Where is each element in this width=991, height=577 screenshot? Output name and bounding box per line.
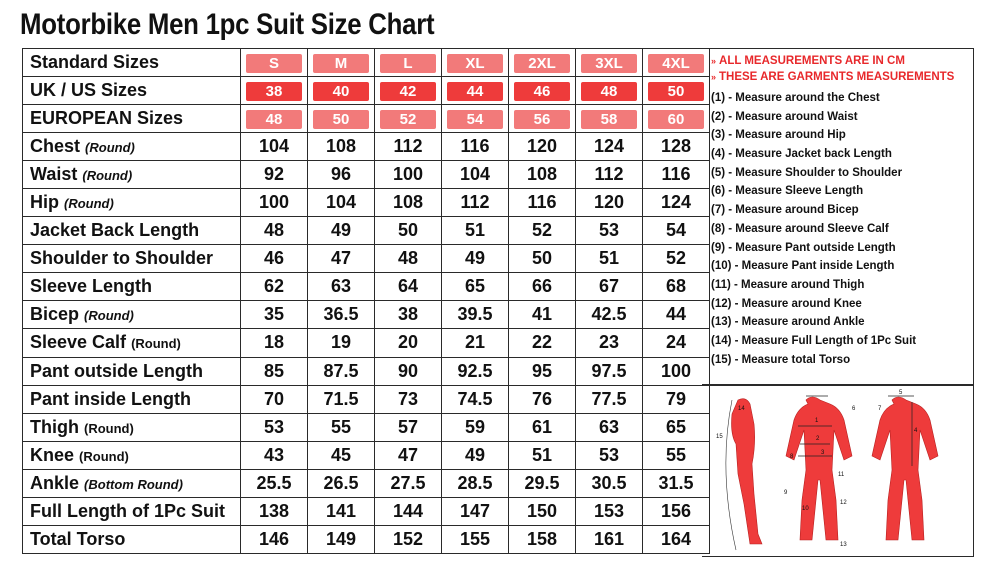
measurement-cell: 42.5 xyxy=(576,301,643,329)
instruction-item: (3) - Measure around Hip xyxy=(711,129,846,142)
size-badge: 54 xyxy=(447,110,503,129)
row-label xyxy=(23,357,241,385)
size-badge: 52 xyxy=(380,110,436,129)
figure-marker: 10 xyxy=(802,506,809,512)
size-badge: 3XL xyxy=(581,54,637,73)
size-cell xyxy=(643,77,710,105)
measurement-cell: 21 xyxy=(442,329,509,357)
row-label xyxy=(23,105,241,133)
measurement-cell: 149 xyxy=(308,525,375,553)
row-label xyxy=(23,441,241,469)
suit-measurement-diagram xyxy=(702,385,974,557)
size-badge: M xyxy=(313,54,369,73)
measurement-cell: 47 xyxy=(308,245,375,273)
measurement-row xyxy=(23,385,710,413)
measurement-cell: 70 xyxy=(241,385,308,413)
measurement-cell: 108 xyxy=(509,161,576,189)
row-label-text: Sleeve Length xyxy=(30,276,153,297)
measurement-cell: 100 xyxy=(375,161,442,189)
measurement-cell: 51 xyxy=(576,245,643,273)
row-label-text: Standard Sizes xyxy=(30,52,160,73)
row-label xyxy=(23,217,241,245)
measurement-cell: 95 xyxy=(509,357,576,385)
measurement-cell: 55 xyxy=(308,413,375,441)
measurement-row xyxy=(23,133,710,161)
size-cell xyxy=(509,49,576,77)
measurement-cell: 128 xyxy=(643,133,710,161)
measurement-cell: 48 xyxy=(375,245,442,273)
measurement-cell: 164 xyxy=(643,525,710,553)
suit-side-view xyxy=(732,399,763,544)
size-cell xyxy=(308,105,375,133)
measurement-cell: 150 xyxy=(509,497,576,525)
measurement-cell: 27.5 xyxy=(375,469,442,497)
instruction-item: (12) - Measure around Knee xyxy=(711,297,862,310)
measurement-cell: 63 xyxy=(308,273,375,301)
size-badge: 40 xyxy=(313,82,369,101)
measurement-cell: 100 xyxy=(643,357,710,385)
measurement-cell: 104 xyxy=(442,161,509,189)
measurement-cell: 35 xyxy=(241,301,308,329)
suit-front-view xyxy=(786,397,852,540)
size-badge: 2XL xyxy=(514,54,570,73)
size-cell xyxy=(375,49,442,77)
measurement-cell: 112 xyxy=(375,133,442,161)
measurement-cell: 79 xyxy=(643,385,710,413)
measurement-cell: 71.5 xyxy=(308,385,375,413)
row-label xyxy=(23,273,241,301)
measurement-cell: 23 xyxy=(576,329,643,357)
row-label-text: Full Length of 1Pc Suit xyxy=(30,500,225,521)
row-label xyxy=(23,189,241,217)
instruction-item: (4) - Measure Jacket back Length xyxy=(711,148,892,161)
measurement-cell: 52 xyxy=(509,217,576,245)
row-label-qualifier: (Round) xyxy=(131,336,181,352)
measurement-cell: 50 xyxy=(509,245,576,273)
measurement-row xyxy=(23,217,710,245)
figure-marker: 11 xyxy=(838,472,845,478)
measurement-cell: 92.5 xyxy=(442,357,509,385)
row-label-text: Bicep xyxy=(30,304,80,325)
measurement-cell: 156 xyxy=(643,497,710,525)
measurement-row xyxy=(23,245,710,273)
measurement-row xyxy=(23,525,710,553)
measurement-cell: 97.5 xyxy=(576,357,643,385)
size-badge: 56 xyxy=(514,110,570,129)
size-cell xyxy=(643,105,710,133)
figure-marker: 3 xyxy=(821,450,825,456)
figure-marker: 15 xyxy=(716,434,723,440)
figure-marker: 8 xyxy=(790,454,794,460)
figure-marker: 5 xyxy=(899,390,903,396)
measurement-cell: 112 xyxy=(442,189,509,217)
measurement-cell: 64 xyxy=(375,273,442,301)
measurement-cell: 28.5 xyxy=(442,469,509,497)
row-label xyxy=(23,525,241,553)
measurement-cell: 66 xyxy=(509,273,576,301)
row-label-text: UK / US Sizes xyxy=(30,80,148,101)
measurement-cell: 120 xyxy=(576,189,643,217)
measurement-cell: 76 xyxy=(509,385,576,413)
instruction-item: (15) - Measure total Torso xyxy=(711,353,851,366)
size-cell xyxy=(241,105,308,133)
row-label-qualifier: (Round) xyxy=(82,168,133,184)
figure-marker: 2 xyxy=(816,436,820,442)
measurement-cell: 108 xyxy=(375,189,442,217)
measurement-cell: 141 xyxy=(308,497,375,525)
size-badge: 60 xyxy=(648,110,704,129)
size-cell xyxy=(308,77,375,105)
row-label-qualifier: (Round) xyxy=(84,308,134,324)
figure-marker: 7 xyxy=(878,406,882,412)
row-label-text: Pant inside Length xyxy=(30,388,192,409)
measurement-cell: 46 xyxy=(241,245,308,273)
measurement-cell: 62 xyxy=(241,273,308,301)
size-cell xyxy=(241,49,308,77)
figure-marker: 9 xyxy=(784,490,788,496)
instruction-list xyxy=(711,89,973,369)
measurement-cell: 53 xyxy=(576,441,643,469)
measurement-cell: 108 xyxy=(308,133,375,161)
size-cell xyxy=(375,77,442,105)
measurement-cell: 49 xyxy=(442,441,509,469)
size-badge: XL xyxy=(447,54,503,73)
measurement-row xyxy=(23,357,710,385)
size-header-row xyxy=(23,49,710,77)
measurement-cell: 24 xyxy=(643,329,710,357)
size-badge: 50 xyxy=(313,110,369,129)
page-title: Motorbike Men 1pc Suit Size Chart xyxy=(20,8,435,41)
measurement-cell: 57 xyxy=(375,413,442,441)
figure-marker: 14 xyxy=(738,406,745,412)
row-label-text: Sleeve Calf xyxy=(30,332,127,353)
measurement-row xyxy=(23,273,710,301)
row-label-text: Knee xyxy=(30,444,75,465)
row-label-text: Hip xyxy=(30,192,59,213)
figure-marker: 13 xyxy=(840,542,847,548)
size-badge: 46 xyxy=(514,82,570,101)
measurement-cell: 38 xyxy=(375,301,442,329)
measurement-cell: 112 xyxy=(576,161,643,189)
size-cell xyxy=(576,77,643,105)
measurement-row xyxy=(23,413,710,441)
measurement-cell: 116 xyxy=(643,161,710,189)
measurement-cell: 147 xyxy=(442,497,509,525)
measurement-notes xyxy=(702,48,974,385)
row-label xyxy=(23,497,241,525)
size-cell xyxy=(442,49,509,77)
measurement-cell: 49 xyxy=(442,245,509,273)
size-badge: 58 xyxy=(581,110,637,129)
instruction-item: (14) - Measure Full Length of 1Pc Suit xyxy=(711,334,917,347)
size-cell xyxy=(509,105,576,133)
size-cell xyxy=(308,49,375,77)
size-badge: S xyxy=(246,54,302,73)
instruction-item: (6) - Measure Sleeve Length xyxy=(711,185,864,198)
size-cell xyxy=(442,105,509,133)
measurement-cell: 30.5 xyxy=(576,469,643,497)
measurement-row xyxy=(23,161,710,189)
size-badge: 50 xyxy=(648,82,704,101)
measurement-cell: 49 xyxy=(308,217,375,245)
measurement-cell: 152 xyxy=(375,525,442,553)
row-label-text: Thigh xyxy=(30,416,79,437)
size-cell xyxy=(241,77,308,105)
size-cell xyxy=(576,49,643,77)
size-badge: 38 xyxy=(246,82,302,101)
measurement-row xyxy=(23,441,710,469)
row-label-qualifier: (Round) xyxy=(84,420,134,436)
measurement-cell: 85 xyxy=(241,357,308,385)
measurement-cell: 74.5 xyxy=(442,385,509,413)
measurement-cell: 43 xyxy=(241,441,308,469)
measurement-cell: 51 xyxy=(509,441,576,469)
measurement-row xyxy=(23,469,710,497)
figure-marker: 4 xyxy=(914,428,918,434)
size-header-row xyxy=(23,105,710,133)
measurement-cell: 25.5 xyxy=(241,469,308,497)
measurement-cell: 47 xyxy=(375,441,442,469)
measurement-cell: 19 xyxy=(308,329,375,357)
row-label-text: Pant outside Length xyxy=(30,360,203,381)
instruction-item: (8) - Measure around Sleeve Calf xyxy=(711,222,889,235)
size-badge: 48 xyxy=(246,110,302,129)
measurement-cell: 96 xyxy=(308,161,375,189)
size-chart-table xyxy=(22,48,710,554)
measurement-cell: 55 xyxy=(643,441,710,469)
row-label-text: Waist xyxy=(30,164,78,185)
measurement-cell: 116 xyxy=(509,189,576,217)
row-label xyxy=(23,413,241,441)
size-cell xyxy=(576,105,643,133)
measurement-cell: 104 xyxy=(241,133,308,161)
measurement-cell: 104 xyxy=(308,189,375,217)
row-label-qualifier: (Round) xyxy=(85,140,135,156)
measurement-cell: 61 xyxy=(509,413,576,441)
size-badge: L xyxy=(380,54,436,73)
row-label-text: Chest xyxy=(30,136,81,157)
instruction-item: (10) - Measure Pant inside Length xyxy=(711,260,895,273)
instruction-item: (13) - Measure around Ankle xyxy=(711,316,865,329)
measurement-cell: 87.5 xyxy=(308,357,375,385)
row-label-text: Shoulder to Shoulder xyxy=(30,248,213,269)
row-label-text: EUROPEAN Sizes xyxy=(30,108,184,129)
measurement-cell: 161 xyxy=(576,525,643,553)
measurement-cell: 63 xyxy=(576,413,643,441)
measurement-cell: 22 xyxy=(509,329,576,357)
size-cell xyxy=(442,77,509,105)
note-highlight: » THESE ARE GARMENTS MEASUREMENTS xyxy=(711,71,955,83)
measurement-cell: 144 xyxy=(375,497,442,525)
measurement-cell: 146 xyxy=(241,525,308,553)
measurement-cell: 44 xyxy=(643,301,710,329)
measurement-cell: 29.5 xyxy=(509,469,576,497)
instruction-item: (7) - Measure around Bicep xyxy=(711,204,859,217)
measurement-cell: 100 xyxy=(241,189,308,217)
measurement-cell: 116 xyxy=(442,133,509,161)
instruction-item: (11) - Measure around Thigh xyxy=(711,278,865,291)
measurement-cell: 54 xyxy=(643,217,710,245)
row-label-text: Total Torso xyxy=(30,528,126,549)
size-badge: 42 xyxy=(380,82,436,101)
measurement-cell: 120 xyxy=(509,133,576,161)
instruction-item: (2) - Measure around Waist xyxy=(711,110,858,123)
size-header-row xyxy=(23,77,710,105)
measurement-cell: 77.5 xyxy=(576,385,643,413)
size-badge: 4XL xyxy=(648,54,704,73)
measurement-cell: 48 xyxy=(241,217,308,245)
measurement-cell: 26.5 xyxy=(308,469,375,497)
size-cell xyxy=(643,49,710,77)
figure-marker: 12 xyxy=(840,500,847,506)
figure-marker: 6 xyxy=(852,406,856,412)
measurement-cell: 39.5 xyxy=(442,301,509,329)
row-label xyxy=(23,133,241,161)
row-label xyxy=(23,49,241,77)
measurement-cell: 18 xyxy=(241,329,308,357)
measurement-cell: 92 xyxy=(241,161,308,189)
instruction-item: (9) - Measure Pant outside Length xyxy=(711,241,896,254)
measurement-cell: 68 xyxy=(643,273,710,301)
measurement-cell: 45 xyxy=(308,441,375,469)
measurement-cell: 53 xyxy=(241,413,308,441)
measurement-cell: 36.5 xyxy=(308,301,375,329)
row-label xyxy=(23,469,241,497)
measurement-cell: 51 xyxy=(442,217,509,245)
row-label-text: Ankle xyxy=(30,472,80,493)
measurement-row xyxy=(23,329,710,357)
measurement-cell: 124 xyxy=(643,189,710,217)
size-badge: 48 xyxy=(581,82,637,101)
row-label-qualifier: (Bottom Round) xyxy=(84,476,183,492)
suit-back-view xyxy=(872,397,938,540)
size-cell xyxy=(375,105,442,133)
measurement-cell: 124 xyxy=(576,133,643,161)
measurement-cell: 31.5 xyxy=(643,469,710,497)
measurement-cell: 53 xyxy=(576,217,643,245)
row-label xyxy=(23,245,241,273)
measurement-row xyxy=(23,189,710,217)
figure-marker: 1 xyxy=(815,418,819,424)
row-label xyxy=(23,161,241,189)
instruction-item: (1) - Measure around the Chest xyxy=(711,92,880,104)
measurement-cell: 52 xyxy=(643,245,710,273)
size-cell xyxy=(509,77,576,105)
suit-illustration xyxy=(702,386,974,558)
row-label xyxy=(23,385,241,413)
measurement-cell: 90 xyxy=(375,357,442,385)
measurement-cell: 59 xyxy=(442,413,509,441)
row-label-qualifier: (Round) xyxy=(79,448,129,464)
measurement-cell: 41 xyxy=(509,301,576,329)
row-label-text: Jacket Back Length xyxy=(30,220,200,241)
measurement-cell: 65 xyxy=(442,273,509,301)
measurement-cell: 158 xyxy=(509,525,576,553)
measurement-cell: 67 xyxy=(576,273,643,301)
row-label-qualifier: (Round) xyxy=(64,196,114,212)
instruction-item: (5) - Measure Shoulder to Shoulder xyxy=(711,166,903,179)
measurement-row xyxy=(23,497,710,525)
measurement-cell: 155 xyxy=(442,525,509,553)
measurement-cell: 138 xyxy=(241,497,308,525)
measurement-row xyxy=(23,301,710,329)
measurement-cell: 73 xyxy=(375,385,442,413)
measurement-cell: 65 xyxy=(643,413,710,441)
row-label xyxy=(23,77,241,105)
row-label xyxy=(23,329,241,357)
row-label xyxy=(23,301,241,329)
measurement-cell: 20 xyxy=(375,329,442,357)
measurement-cell: 153 xyxy=(576,497,643,525)
size-badge: 44 xyxy=(447,82,503,101)
measurement-cell: 50 xyxy=(375,217,442,245)
note-highlight: » ALL MEASUREMENTS ARE IN CM xyxy=(711,55,905,67)
